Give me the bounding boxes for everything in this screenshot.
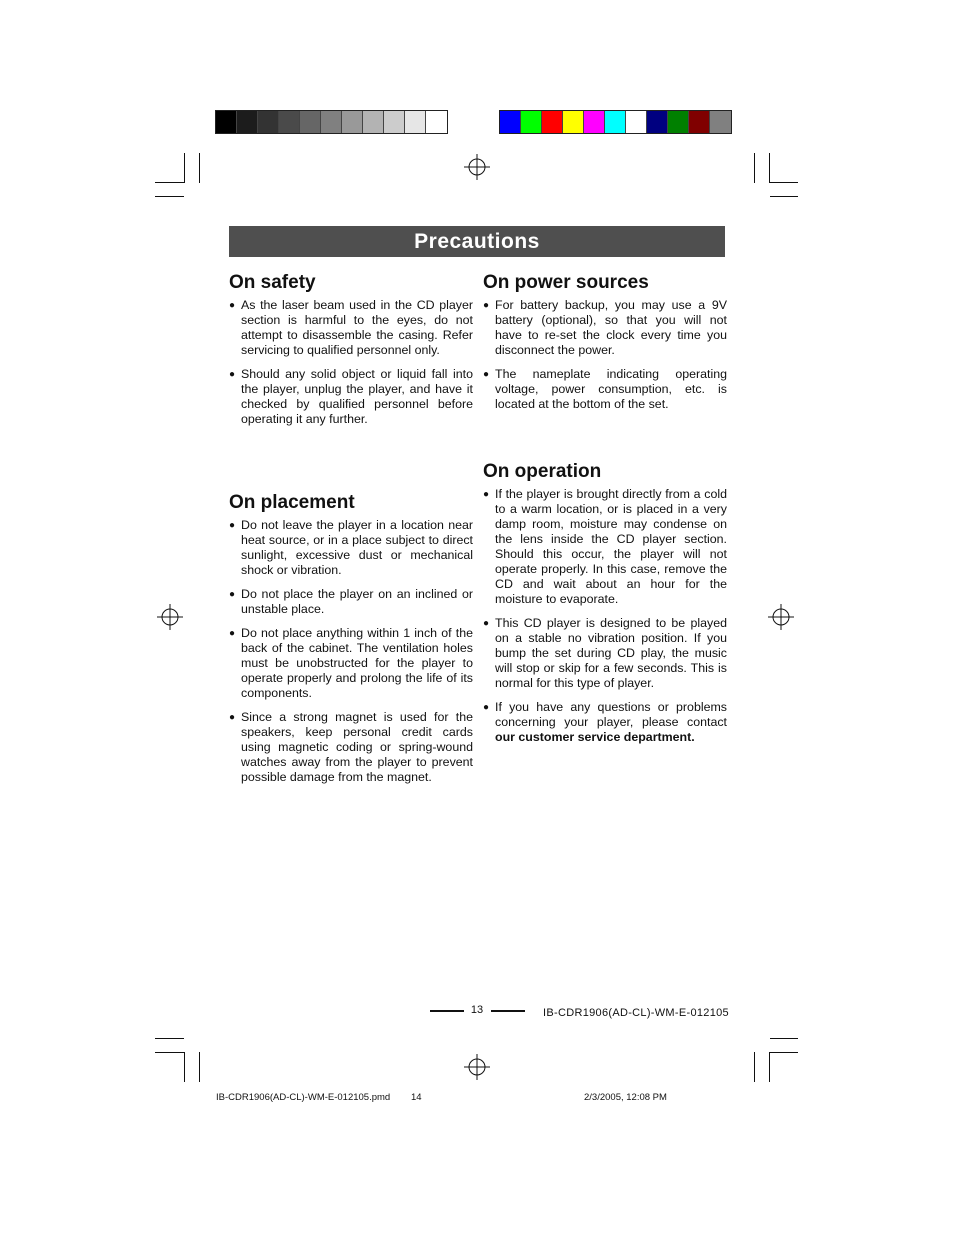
crop-mark <box>754 1052 755 1082</box>
bullet-list <box>229 518 473 785</box>
crop-mark <box>155 182 184 183</box>
registration-target-icon <box>768 604 794 630</box>
list-item <box>229 518 473 578</box>
registration-target-icon <box>464 154 490 180</box>
list-item-text: As the laser beam used in the CD player section is harmful to the eyes, do not attempt to disassemble the casing. Refer servicing to qualified personnel only. <box>241 298 473 357</box>
list-item-text: This CD player is designed to be played on a stable no vibration position. If you bump the set during CD play, the music will stop or skip for a few seconds. This is normal for this type of player. <box>495 616 727 690</box>
color-swatch <box>542 111 563 133</box>
color-swatch <box>500 111 521 133</box>
slug-filename: IB-CDR1906(AD-CL)-WM-E-012105.pmd <box>216 1092 391 1103</box>
bullet-icon: ● <box>229 712 236 723</box>
grayscale-swatch <box>384 111 405 133</box>
section-heading: On placement <box>229 492 355 513</box>
color-swatch <box>647 111 668 133</box>
grayscale-swatch <box>279 111 300 133</box>
crop-mark <box>770 196 798 197</box>
section-placement <box>229 492 473 794</box>
list-item <box>229 298 473 358</box>
crop-mark <box>770 182 798 183</box>
slug-page: 14 <box>411 1092 422 1103</box>
bullet-icon: ● <box>483 618 490 629</box>
list-item <box>483 616 727 691</box>
list-item-text: Should any solid object or liquid fall into the player, unplug the player, and have it checked by qualified personnel before operating it any further. <box>241 367 473 426</box>
list-item <box>483 700 727 745</box>
bullet-icon: ● <box>229 520 236 531</box>
page-title: Precautions <box>229 226 725 257</box>
grayscale-swatch <box>321 111 342 133</box>
list-item <box>483 367 727 412</box>
color-swatch <box>710 111 731 133</box>
bullet-list <box>483 487 727 745</box>
section-heading: On operation <box>483 461 602 482</box>
crop-mark <box>199 153 200 183</box>
registration-target-icon <box>464 1054 490 1080</box>
color-swatch <box>668 111 689 133</box>
grayscale-swatch <box>300 111 321 133</box>
list-item <box>229 367 473 427</box>
grayscale-swatch <box>258 111 279 133</box>
crop-mark <box>770 1038 798 1039</box>
list-item <box>229 710 473 785</box>
registration-target-icon <box>157 604 183 630</box>
list-item-text: If you have any questions or problems concerning your player, please contact <box>495 700 727 729</box>
bullet-icon: ● <box>483 300 490 311</box>
list-item-text: Do not place the player on an inclined or unstable place. <box>241 587 473 616</box>
crop-mark <box>155 196 184 197</box>
grayscale-swatch <box>405 111 426 133</box>
slug-datetime: 2/3/2005, 12:08 PM <box>584 1092 667 1103</box>
color-swatch <box>605 111 626 133</box>
crop-mark <box>155 1038 184 1039</box>
section-heading: On power sources <box>483 272 649 293</box>
footer-rule <box>491 1010 525 1012</box>
color-swatch <box>563 111 584 133</box>
grayscale-calibration-bar <box>215 110 448 134</box>
section-safety <box>229 272 473 436</box>
section-power-sources <box>483 272 727 421</box>
list-item-text: Do not leave the player in a location near heat source, or in a place subject to direct sunlight, excessive dust or mechanical shock or vibration. <box>241 518 473 577</box>
bullet-icon: ● <box>229 589 236 600</box>
footer-rule <box>430 1010 464 1012</box>
color-calibration-bar <box>499 110 732 134</box>
list-item-text: If the player is brought directly from a cold to a warm location, or is placed in a very damp room, moisture may condense on the lens inside the CD player section. Should this occur, the player will not operate properly. In this case, remove the CD and wait about an hour for the moisture to evaporate. <box>495 487 727 606</box>
list-item-text: For battery backup, you may use a 9V battery (optional), so that you will not have to re-set the clock every time you disconnect the power. <box>495 298 727 357</box>
bullet-list <box>229 298 473 427</box>
section-operation <box>483 461 727 754</box>
crop-mark <box>770 1052 798 1053</box>
grayscale-swatch <box>216 111 237 133</box>
list-item <box>483 487 727 607</box>
list-item-text: Since a strong magnet is used for the speakers, keep personal credit cards using magnetic coding or spring-wound watches away from the player to prevent possible damage from the magnet. <box>241 710 473 784</box>
grayscale-swatch <box>426 111 447 133</box>
list-item <box>229 587 473 617</box>
color-swatch <box>584 111 605 133</box>
customer-service-text: our customer service department. <box>495 730 695 744</box>
section-heading: On safety <box>229 272 316 293</box>
color-swatch <box>626 111 647 133</box>
document-code: IB-CDR1906(AD-CL)-WM-E-012105 <box>543 1007 729 1019</box>
list-item-text: The nameplate indicating operating voltage, power consumption, etc. is located at the bottom of the set. <box>495 367 727 411</box>
color-swatch <box>521 111 542 133</box>
grayscale-swatch <box>363 111 384 133</box>
crop-mark <box>769 153 770 183</box>
crop-mark <box>155 1052 184 1053</box>
list-item <box>483 298 727 358</box>
bullet-icon: ● <box>229 369 236 380</box>
grayscale-swatch <box>237 111 258 133</box>
crop-mark <box>769 1052 770 1082</box>
bullet-icon: ● <box>229 628 236 639</box>
bullet-icon: ● <box>483 369 490 380</box>
bullet-icon: ● <box>483 702 490 713</box>
bullet-icon: ● <box>229 300 236 311</box>
page-number: 13 <box>470 1004 484 1016</box>
crop-mark <box>199 1052 200 1082</box>
crop-mark <box>184 153 185 183</box>
bullet-icon: ● <box>483 489 490 500</box>
crop-mark <box>184 1052 185 1082</box>
list-item-text: Do not place anything within 1 inch of the back of the cabinet. The ventilation holes must be unobstructed for the player to operate properly and prolong the life of its components. <box>241 626 473 700</box>
grayscale-swatch <box>342 111 363 133</box>
crop-mark <box>754 153 755 183</box>
list-item <box>229 626 473 701</box>
color-swatch <box>689 111 710 133</box>
bullet-list <box>483 298 727 412</box>
